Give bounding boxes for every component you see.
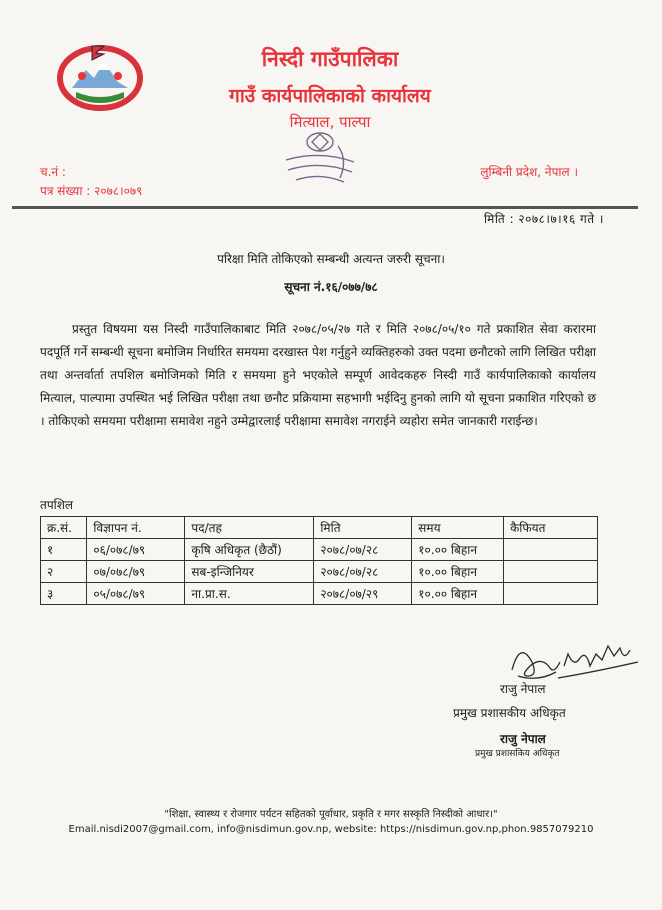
- header-divider: [12, 206, 638, 209]
- table-header-row: [41, 517, 598, 539]
- cell-advert-no: ०६/०७८/७९: [87, 539, 185, 561]
- letter-meta-left: [40, 163, 142, 201]
- cell-time: १०.०० बिहान: [412, 539, 504, 561]
- table-row: [41, 583, 598, 605]
- header-time: समय: [412, 517, 504, 539]
- cell-advert-no: ०५/०७८/७९: [87, 583, 185, 605]
- cell-post: कृषि अधिकृत (छैठौं): [185, 539, 314, 561]
- office-seal-icon: [278, 120, 362, 190]
- signatory-title: प्रमुख प्रशासकीय अधिकृत: [453, 706, 566, 720]
- cell-date: २०७८/०७/२८: [314, 561, 412, 583]
- office-address: मित्याल, पाल्पा: [289, 113, 371, 131]
- letter-date: मिति : २०७८।७।१६ गते ।: [484, 212, 604, 226]
- header-advert-no: विज्ञापन नं.: [87, 517, 185, 539]
- cell-post: ना.प्रा.स.: [185, 583, 314, 605]
- header-date: मिति: [314, 517, 412, 539]
- cell-date: २०७८/०७/२९: [314, 583, 412, 605]
- office-name: गाउँ कार्यपालिकाको कार्यालय: [229, 85, 431, 107]
- table-row: [41, 539, 598, 561]
- header-post: पद/तह: [185, 517, 314, 539]
- notice-number: सूचना नं.१६/०७७/७८: [284, 280, 378, 294]
- cell-remarks: [504, 539, 598, 561]
- province-label: लुम्बिनी प्रदेश, नेपाल ।: [480, 165, 578, 179]
- cell-serial: १: [41, 539, 87, 561]
- signatory-name: राजु नेपाल: [500, 682, 546, 696]
- table-row: [41, 561, 598, 583]
- cell-post: सब-इन्जिनियर: [185, 561, 314, 583]
- exam-schedule-table: [40, 516, 598, 605]
- cell-date: २०७८/०७/२८: [314, 539, 412, 561]
- nepal-emblem-icon: [52, 36, 148, 116]
- table-caption: तपशिल: [40, 498, 74, 512]
- notice-body: प्रस्तुत विषयमा यस निस्दी गाउँपालिकाबाट मिति २०७८/०५/२७ गते र मिति २०७८/०५/१० गते प्रकाशित सेवा करारमा पदपूर्ति गर्ने सम्बन्धी सूचना बमोजिम निर्धारित समयमा दरखास्त पेश गर्नुहुने व्यक्तिहरुको उक्त पदमा छनौटको लागि लिखित परीक्षा तथा अन्तर्वार्ता तपशिल बमोजिमको मिति र समयमा हुने भएकोले सम्पूर्ण आवेदकहरु निस्दी गाउँ कार्यपालिकाको कार्यालय मित्याल, पाल्पामा उपस्थित भई लिखित परीक्षा तथा छनौट प्रक्रियामा सहभागी भईदिनु हुनको लागि यो सूचना प्रकाशित गरिएको छ । तोकिएको समयमा परीक्षामा समावेश नहुने उम्मेद्वारलाई परीक्षामा समावेश नगराईने व्यहोरा समेत जानकारी गराईन्छ।: [40, 322, 596, 428]
- cha-no-label: च.नं :: [40, 165, 66, 179]
- cell-serial: ३: [41, 583, 87, 605]
- stamp-title: प्रमुख प्रशासकिय अधिकृत: [475, 749, 560, 759]
- cell-advert-no: ०७/०७८/७९: [87, 561, 185, 583]
- stamp-name: राजु नेपाल: [500, 732, 546, 746]
- cell-serial: २: [41, 561, 87, 583]
- cell-remarks: [504, 561, 598, 583]
- cell-remarks: [504, 583, 598, 605]
- header-serial: क्र.सं.: [41, 517, 87, 539]
- org-name: निस्दी गाउँपालिका: [261, 47, 399, 71]
- notice-subject: परिक्षा मिति तोकिएको सम्बन्धी अत्यन्त जरुरी सूचना।: [217, 252, 445, 266]
- header-remarks: कैफियत: [504, 517, 598, 539]
- patra-sankhya: पत्र संख्या : २०७८।०७९: [40, 184, 143, 198]
- cell-time: १०.०० बिहान: [412, 561, 504, 583]
- footer-motto: "शिक्षा, स्वास्थ्य र रोजगार पर्यटन सहितको पूर्वाधार, प्रकृति र मगर सस्कृति निस्दीको आधार।": [164, 809, 498, 820]
- cell-time: १०.०० बिहान: [412, 583, 504, 605]
- footer-contact: Email.nisdi2007@gmail.com, info@nisdimun.gov.np, website: https://nisdimun.gov.np,phon.9857079210: [68, 824, 594, 835]
